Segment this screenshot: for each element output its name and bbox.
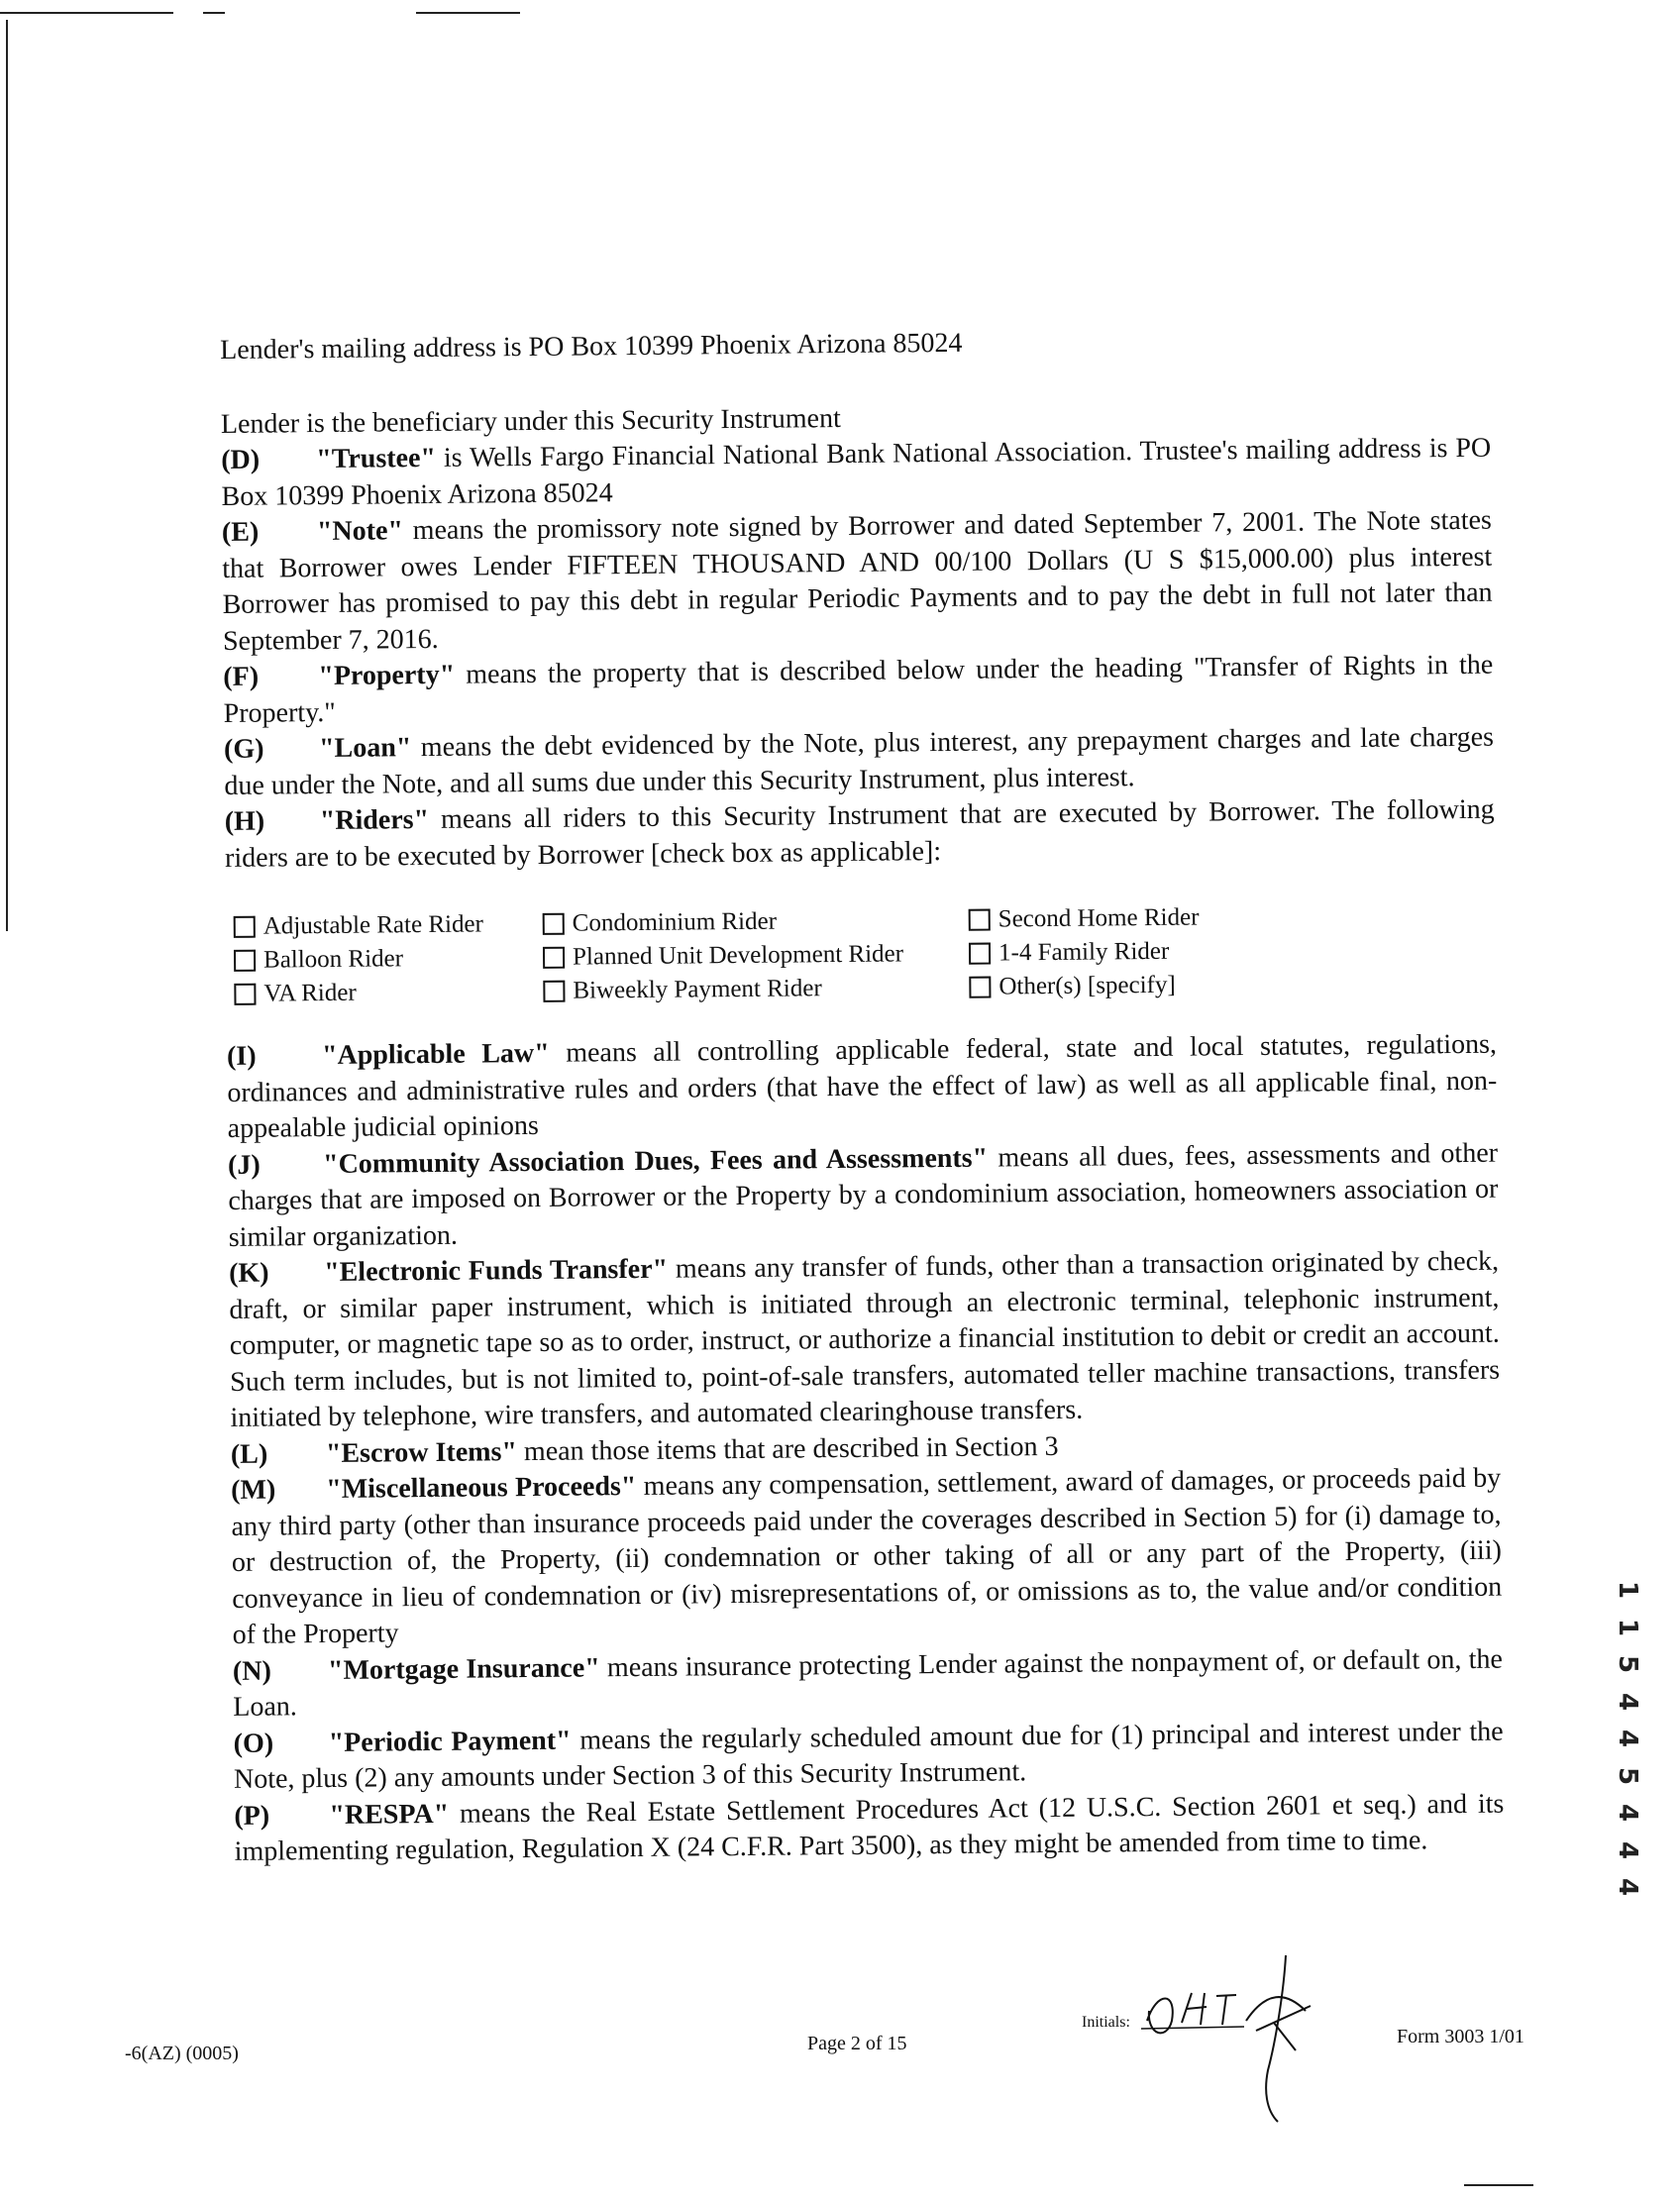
scan-mark-top-3 xyxy=(416,12,520,14)
rider-label: Balloon Rider xyxy=(262,945,404,974)
rider-option[interactable] xyxy=(234,907,533,944)
rider-option[interactable] xyxy=(969,934,1246,971)
definition-text: means the regularly scheduled amount due for (1) principal and interest under the Note, plus (2) any amounts under Section 3 of this Security Instrument. xyxy=(233,1716,1504,1795)
definition-text: means the property that is described below under the heading "Transfer of Rights in the Property." xyxy=(223,649,1494,729)
definition-term: "RESPA" xyxy=(329,1798,450,1831)
definition-item xyxy=(227,1027,1498,1148)
definition-term: "Trustee" xyxy=(316,442,437,475)
lender-mailing-address: Lender's mailing address is PO Box 10399 Phoenix Arizona 85024 xyxy=(220,327,963,366)
definition-label: (P) xyxy=(234,1800,270,1832)
definition-item xyxy=(222,503,1493,660)
definition-item xyxy=(234,1786,1505,1870)
rider-option[interactable] xyxy=(234,975,533,1011)
definition-label: (H) xyxy=(224,805,265,837)
definition-term: "Riders" xyxy=(319,803,430,837)
definition-text: means all dues, fees, assessments and other charges that are imposed on Borrower or the Property by a condominium association, homeowners association or similar organization. xyxy=(228,1137,1499,1253)
scan-mark-top-2 xyxy=(203,12,225,14)
definition-label: (J) xyxy=(227,1149,261,1181)
page-number: Page 2 of 15 xyxy=(807,2033,907,2054)
definition-label: (G) xyxy=(223,733,264,765)
definition-term: "Periodic Payment" xyxy=(328,1725,572,1758)
stamp-digit: 5 xyxy=(1613,1654,1642,1674)
rider-option[interactable] xyxy=(543,937,959,975)
definition-item xyxy=(225,792,1496,877)
rider-label: Planned Unit Development Rider xyxy=(572,940,904,971)
definition-item xyxy=(221,431,1492,515)
definition-term: "Community Association Dues, Fees and Assessments" xyxy=(322,1142,989,1180)
rider-option[interactable] xyxy=(969,900,1246,937)
definition-label: (O) xyxy=(233,1728,274,1759)
stamp-digit: 4 xyxy=(1613,1877,1642,1897)
rider-label: Other(s) [specify] xyxy=(998,971,1176,1000)
definition-item xyxy=(223,648,1494,732)
definition-term: "Escrow Items" xyxy=(325,1435,518,1469)
rider-option[interactable] xyxy=(234,941,533,978)
stamp-digit: 1 xyxy=(1613,1580,1642,1600)
definition-text: means the promissory note signed by Borrower and dated September 7, 2001. The Note states that Borrower owes Lender FIFTEEN THOUSAND AND 00/100 Dollars (U S $15,000.00) plus interest Borrower has promised to pay this debt in regular Periodic Payments and to pay the debt in full not later than September 7, 2016. xyxy=(222,504,1493,657)
definition-term: "Applicable Law" xyxy=(321,1037,550,1072)
definition-label: (M) xyxy=(231,1474,276,1506)
definition-label: (D) xyxy=(221,444,261,475)
rider-option[interactable] xyxy=(969,968,1246,1004)
definition-text: means all riders to this Security Instrument that are executed by Borrower. The following riders are to be executed by Borrower [check box as applicable]: xyxy=(224,793,1495,874)
definition-term: "Note" xyxy=(316,515,404,548)
definition-label: (N) xyxy=(232,1655,271,1687)
rider-option[interactable] xyxy=(543,903,959,941)
initials-signature xyxy=(1137,1951,1355,2130)
rider-checkbox[interactable] xyxy=(234,984,256,1005)
definition-term: "Property" xyxy=(318,659,456,692)
rider-checkbox[interactable] xyxy=(234,950,256,972)
stamp-digit: 1 xyxy=(1613,1618,1642,1636)
definition-text: means the Real Estate Settlement Procedures Act (12 U.S.C. Section 2601 et seq.) and its implementing regulation, Regulation X (24 C.F.R. Part 3500), as they might be amended from time to time. xyxy=(234,1788,1505,1867)
scan-mark-top-left xyxy=(0,12,173,14)
rider-label: Second Home Rider xyxy=(998,903,1200,933)
rider-label: Biweekly Payment Rider xyxy=(573,975,822,1004)
riders-checklist xyxy=(234,898,1497,1011)
rider-option[interactable] xyxy=(543,971,959,1008)
definition-term: "Mortgage Insurance" xyxy=(327,1651,600,1686)
definition-text: means insurance protecting Lender against the nonpayment of, or default on, the Loan. xyxy=(233,1643,1504,1723)
definition-label: (F) xyxy=(223,661,260,692)
document-body xyxy=(220,321,1505,1871)
form-code: -6(AZ) (0005) xyxy=(125,2043,239,2064)
form-number: Form 3003 1/01 xyxy=(1397,2026,1524,2047)
stamp-digit: 5 xyxy=(1613,1766,1642,1785)
rider-checkbox[interactable] xyxy=(969,977,991,998)
stamp-digit: 4 xyxy=(1613,1692,1642,1711)
stamp-digit: 4 xyxy=(1613,1803,1642,1823)
definition-item xyxy=(228,1135,1499,1256)
rider-checkbox[interactable] xyxy=(234,916,256,938)
scan-mark-bottom-right xyxy=(1464,2184,1533,2186)
rider-checkbox[interactable] xyxy=(969,909,991,931)
rider-label: Adjustable Rate Rider xyxy=(262,910,484,940)
definition-label: (K) xyxy=(228,1257,269,1289)
definition-text: means all controlling applicable federal, state and local statutes, regulations, ordinances and administrative rules and orders (that have the effect of law) as well as all applicable final, non-appealable judicial opinions xyxy=(227,1028,1498,1144)
definition-text: is Wells Fargo Financial National Bank National Association. Trustee's mailing address is PO Box 10399 Phoenix Arizona 85024 xyxy=(221,432,1492,512)
definition-text: mean those items that are described in Section 3 xyxy=(516,1430,1059,1467)
definition-term: "Miscellaneous Proceeds" xyxy=(326,1471,637,1506)
stamp-digit: 4 xyxy=(1613,1729,1642,1748)
definition-label: (L) xyxy=(230,1438,268,1470)
stamp-digit: 4 xyxy=(1613,1840,1642,1859)
side-document-number-stamp xyxy=(1605,1575,1650,1902)
definition-term: "Loan" xyxy=(318,732,412,765)
definition-item xyxy=(231,1461,1503,1654)
rider-checkbox[interactable] xyxy=(543,947,565,969)
definition-item xyxy=(233,1641,1504,1726)
rider-label: Condominium Rider xyxy=(572,907,778,937)
initials-label: Initials: xyxy=(1082,2014,1130,2031)
definition-label: (E) xyxy=(221,516,260,548)
definition-text: means any compensation, settlement, award of damages, or proceeds paid by any third party (other than insurance proceeds paid under the coverages described in Section 5) for (i) damage to, or destruction of, the Property, (ii) condemnation or other taking of all or any part of the Property, (iii) conveyance in lieu of condemnation or (iv) misrepresentations of, or omissions as to, the value and/or condition of the Property xyxy=(231,1462,1503,1650)
rider-label: VA Rider xyxy=(263,979,357,1007)
scan-mark-left-edge xyxy=(6,20,8,931)
definition-item xyxy=(234,1714,1505,1798)
definition-text: means the debt evidenced by the Note, plus interest, any prepayment charges and late charges due under the Note, and all sums due under this Security Instrument, plus interest. xyxy=(224,721,1495,801)
definition-text: means any transfer of funds, other than a transaction originated by check, draft, or similar paper instrument, which is initiated through an electronic terminal, telephonic instrument, computer, or magnetic tape so as to order, instruct, or authorize a financial institution to debit or credit an account. Such term includes, but is not limited to, point-of-sale transfers, automated teller machine transactions, transfers initiated by telephone, wire transfers, and automated clearinghouse transfers. xyxy=(229,1245,1501,1433)
rider-label: 1-4 Family Rider xyxy=(998,937,1170,967)
definitions-group-1 xyxy=(221,431,1495,877)
definition-item xyxy=(229,1244,1501,1437)
beneficiary-line: Lender is the beneficiary under this Security Instrument xyxy=(220,402,841,440)
definition-term: "Electronic Funds Transfer" xyxy=(323,1253,669,1289)
definition-item xyxy=(224,720,1495,804)
definitions-group-2 xyxy=(227,1027,1505,1871)
rider-checkbox[interactable] xyxy=(969,943,991,965)
rider-checkbox[interactable] xyxy=(543,913,565,935)
definition-label: (I) xyxy=(226,1040,257,1072)
rider-checkbox[interactable] xyxy=(543,981,565,1002)
